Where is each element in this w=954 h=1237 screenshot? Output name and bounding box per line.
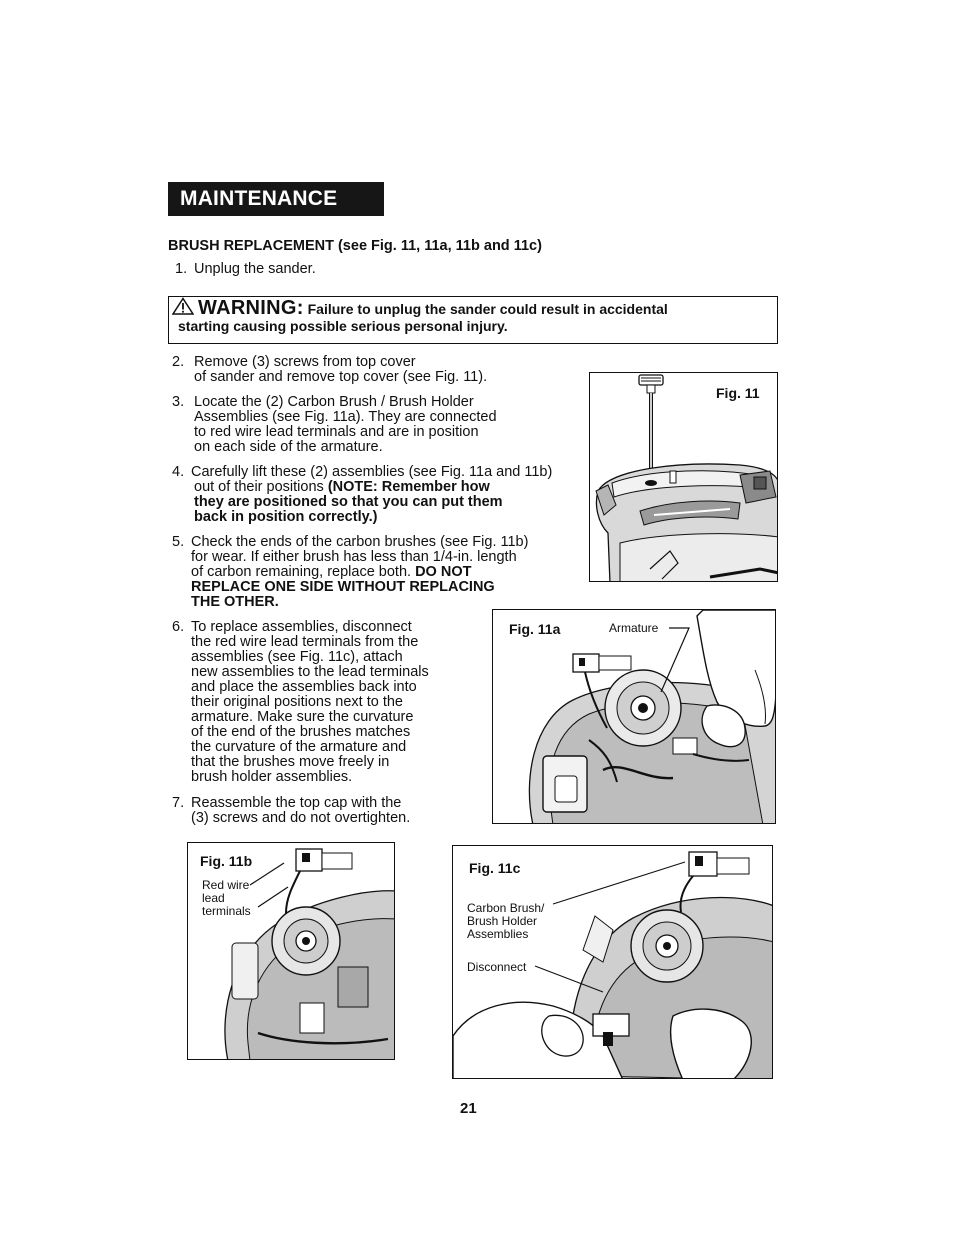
step-line: the curvature of the armature and (191, 739, 407, 755)
figure-11b (187, 842, 395, 1060)
step-line: Check the ends of the carbon brushes (see Fig. 11b) (191, 534, 529, 550)
step-line: To replace assemblies, disconnect (191, 619, 412, 635)
figure-11 (589, 372, 778, 582)
section-title-ref: (see Fig. 11, 11a, 11b and 11c) (333, 238, 542, 254)
step-line: on each side of the armature. (194, 439, 383, 455)
warning-line-1 (172, 297, 668, 320)
figure-label: Fig. 11a (509, 621, 561, 637)
armature-callout: Armature (609, 621, 659, 635)
step-text: Unplug the sander. (194, 261, 316, 277)
page-number: 21 (460, 1100, 477, 1117)
figure-11c (452, 845, 773, 1079)
figure-label: Fig. 11 (716, 385, 760, 401)
step-text (194, 355, 487, 385)
figure-label: Fig. 11b (200, 853, 253, 869)
step-line: new assemblies to the lead terminals (191, 664, 429, 680)
step-3 (172, 395, 572, 457)
step-line: their original positions next to the (191, 694, 403, 710)
step-line: back in position correctly.) (194, 509, 378, 525)
step-line: Remove (3) screws from top cover (194, 354, 416, 370)
step-line: (3) screws and do not overtighten. (191, 810, 411, 826)
section-title (168, 238, 542, 254)
step-line-plain: out of their positions (194, 479, 328, 495)
warning-heading: WARNING: (198, 297, 304, 319)
step-line: and place the assemblies back into (191, 679, 417, 695)
figure-11a (492, 609, 776, 824)
step-line: assemblies (see Fig. 11c), attach (191, 649, 403, 665)
step-line-bold: (NOTE: Remember how (327, 479, 490, 495)
step-number: 7. (172, 795, 185, 811)
step-line: Reassemble the top cap with the (191, 795, 402, 811)
step-line (191, 480, 552, 495)
step-line-plain: of carbon remaining, replace both. (191, 564, 416, 580)
callout-line: terminals (202, 904, 251, 918)
step-line: Locate the (2) Carbon Brush / Brush Holder (194, 394, 474, 410)
step-4 (172, 465, 582, 527)
step-line: for wear. If either brush has less than 1/4-in. length (191, 549, 517, 565)
armature-brush-illustration (493, 610, 776, 824)
step-2 (172, 355, 572, 387)
step-text (191, 620, 429, 785)
step-line: the red wire lead terminals from the (191, 634, 419, 650)
section-title-main: BRUSH REPLACEMENT (168, 238, 334, 254)
sander-top-cover-illustration (590, 373, 778, 582)
step-line: armature. Make sure the curvature (191, 709, 414, 725)
callout-line: lead (202, 891, 225, 905)
step-7 (172, 796, 462, 828)
step-number: 6. (172, 619, 185, 635)
step-line: of sander and remove top cover (see Fig. 11). (194, 369, 488, 385)
step-6 (172, 620, 462, 790)
step-number: 1. (175, 261, 188, 277)
callout-line: Brush Holder (467, 914, 538, 928)
step-line-bold: DO NOT (415, 564, 472, 580)
step-text (191, 465, 552, 525)
carbon-brush-callout (467, 902, 544, 941)
step-text (191, 535, 528, 610)
step-line (191, 565, 528, 580)
step-text (191, 796, 410, 826)
callout-line: Red wire (202, 878, 250, 892)
warning-text-1: Failure to unplug the sander could result in accidental (303, 301, 668, 317)
section-banner: MAINTENANCE cont. (168, 182, 384, 216)
step-number: 3. (172, 394, 185, 410)
step-number: 4. (172, 464, 185, 480)
disconnect-callout: Disconnect (467, 960, 527, 974)
step-line: they are positioned so that you can put them (194, 494, 503, 510)
step-number: 5. (172, 534, 185, 550)
step-line: REPLACE ONE SIDE WITHOUT REPLACING (191, 579, 495, 595)
figure-label: Fig. 11c (469, 860, 521, 876)
step-line: that the brushes move freely in (191, 754, 390, 770)
callout-line: Assemblies (467, 927, 529, 941)
callout-line: Carbon Brush/ (467, 901, 545, 915)
step-line: of the end of the brushes matches (191, 724, 411, 740)
warning-triangle-icon (172, 297, 194, 315)
warning-line-2: starting causing possible serious personal injury. (178, 318, 508, 334)
step-line: brush holder assemblies. (191, 769, 353, 785)
step-5 (172, 535, 582, 613)
step-line: Assemblies (see Fig. 11a). They are connected (194, 409, 497, 425)
red-wire-callout (202, 879, 251, 918)
step-number: 2. (172, 354, 185, 370)
step-text (194, 395, 497, 455)
step-1 (175, 262, 575, 278)
brush-wear-illustration (188, 843, 395, 1060)
step-line: THE OTHER. (191, 594, 279, 610)
step-line: to red wire lead terminals and are in position (194, 424, 479, 440)
step-line: Carefully lift these (2) assemblies (see Fig. 11a and 11b) (191, 464, 553, 480)
